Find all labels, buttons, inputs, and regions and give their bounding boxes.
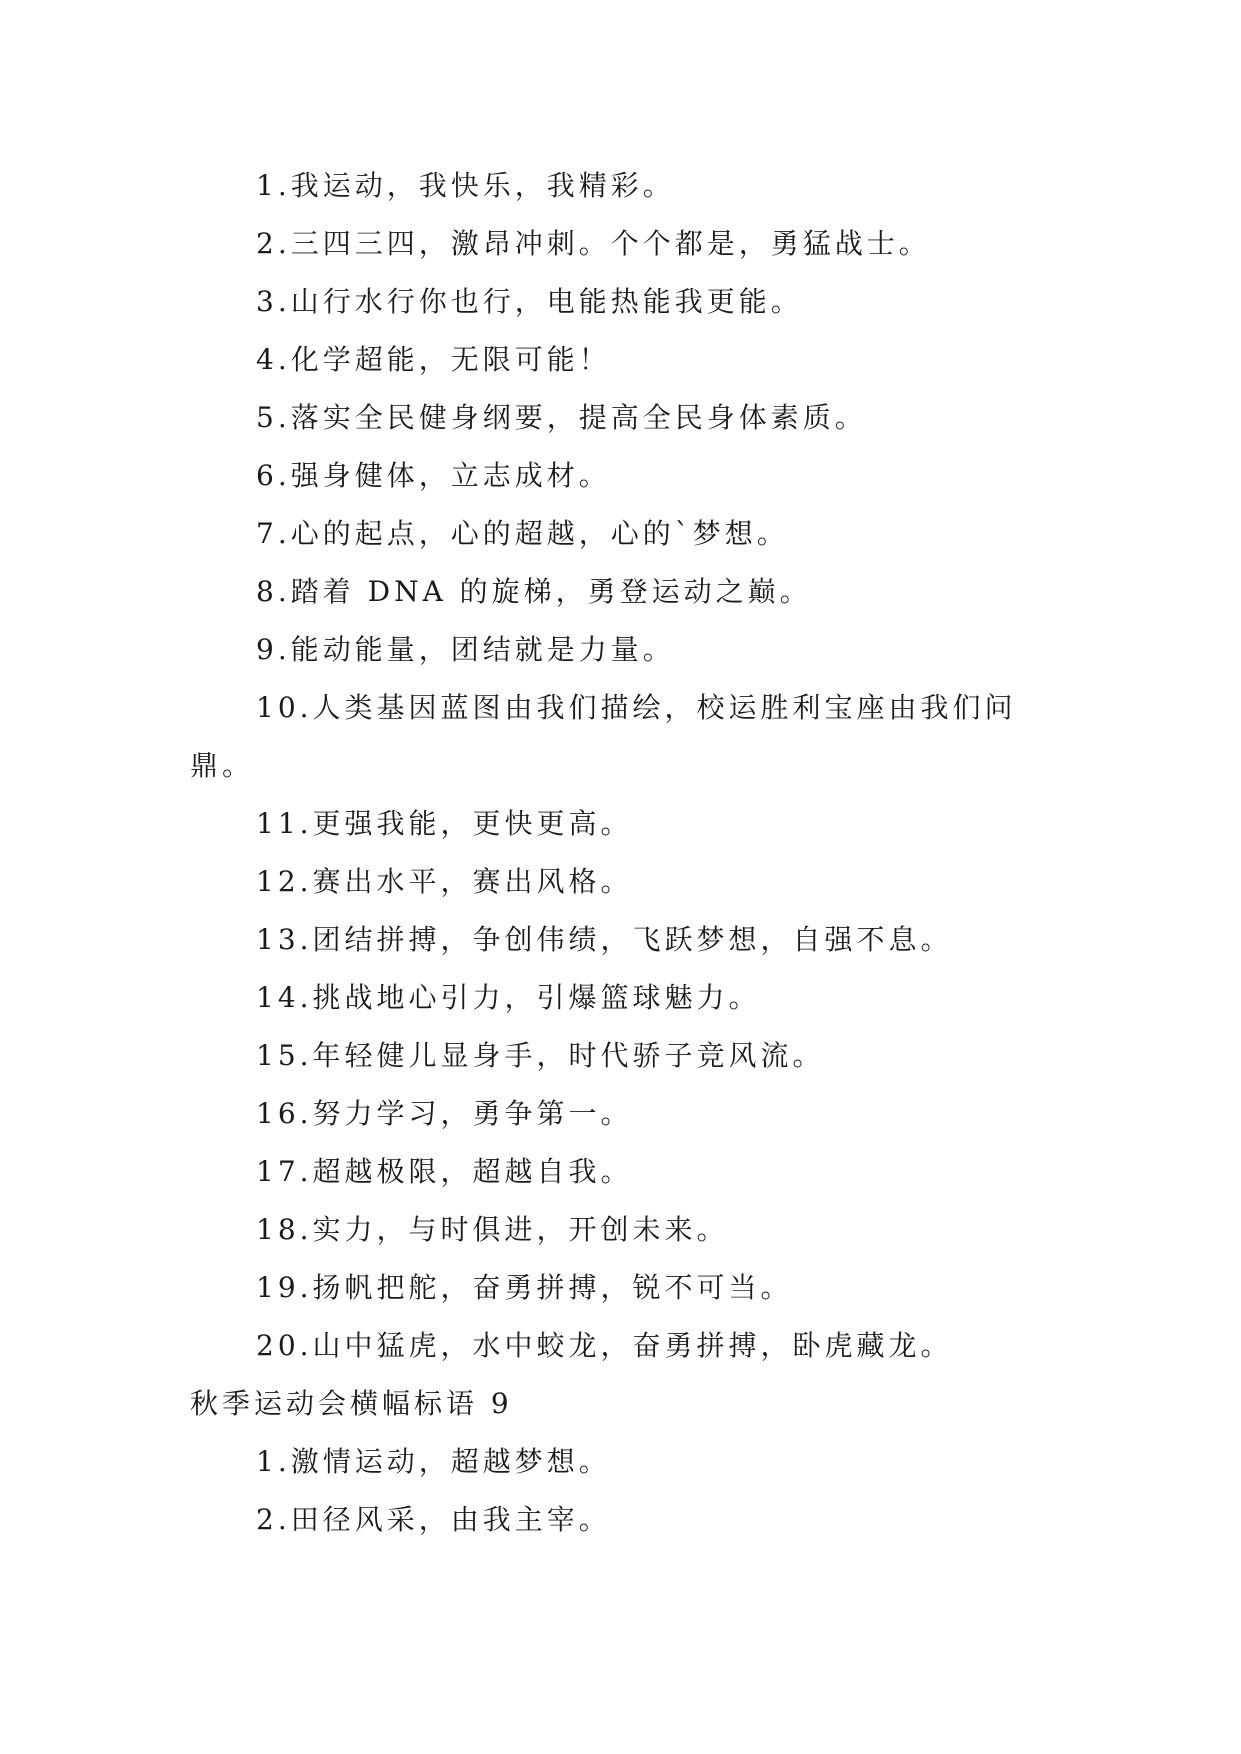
slogan-item: 7.心的起点，心的超越，心的`梦想。 [256, 517, 789, 550]
slogan-item: 19.扬帆把舵，奋勇拼搏，锐不可当。 [256, 1271, 793, 1304]
slogan-item: 1.我运动，我快乐，我精彩。 [256, 169, 675, 202]
slogan-item: 11.更强我能，更快更高。 [256, 807, 633, 840]
slogan-item: 17.超越极限，超越自我。 [256, 1155, 633, 1188]
slogan-item: 13.团结拼搏，争创伟绩，飞跃梦想，自强不息。 [256, 923, 953, 956]
slogan-item: 9.能动能量，团结就是力量。 [256, 633, 675, 666]
slogan-item: 6.强身健体，立志成材。 [256, 459, 611, 492]
slogan-item: 16.努力学习，勇争第一。 [256, 1097, 633, 1130]
slogan-item: 18.实力，与时俱进，开创未来。 [256, 1213, 729, 1246]
slogan-item: 1.激情运动，超越梦想。 [256, 1445, 611, 1478]
slogan-item: 4.化学超能，无限可能！ [256, 343, 611, 376]
section-heading: 秋季运动会横幅标语 9 [190, 1387, 513, 1420]
slogan-item: 2.田径风采，由我主宰。 [256, 1503, 611, 1536]
slogan-item: 12.赛出水平，赛出风格。 [256, 865, 633, 898]
document-body [190, 157, 1060, 1549]
slogan-item: 3.山行水行你也行，电能热能我更能。 [256, 285, 803, 318]
slogan-item: 10.人类基因蓝图由我们描绘，校运胜利宝座由我们问鼎。 [190, 691, 1017, 782]
slogan-item: 14.挑战地心引力，引爆篮球魅力。 [256, 981, 761, 1014]
slogan-item: 15.年轻健儿显身手，时代骄子竞风流。 [256, 1039, 825, 1072]
slogan-item: 2.三四三四，激昂冲刺。个个都是，勇猛战士。 [256, 227, 931, 260]
slogan-item: 8.踏着 DNA 的旋梯，勇登运动之巅。 [256, 575, 812, 608]
slogan-item: 5.落实全民健身纲要，提高全民身体素质。 [256, 401, 867, 434]
slogan-item: 20.山中猛虎，水中蛟龙，奋勇拼搏，卧虎藏龙。 [256, 1329, 953, 1362]
